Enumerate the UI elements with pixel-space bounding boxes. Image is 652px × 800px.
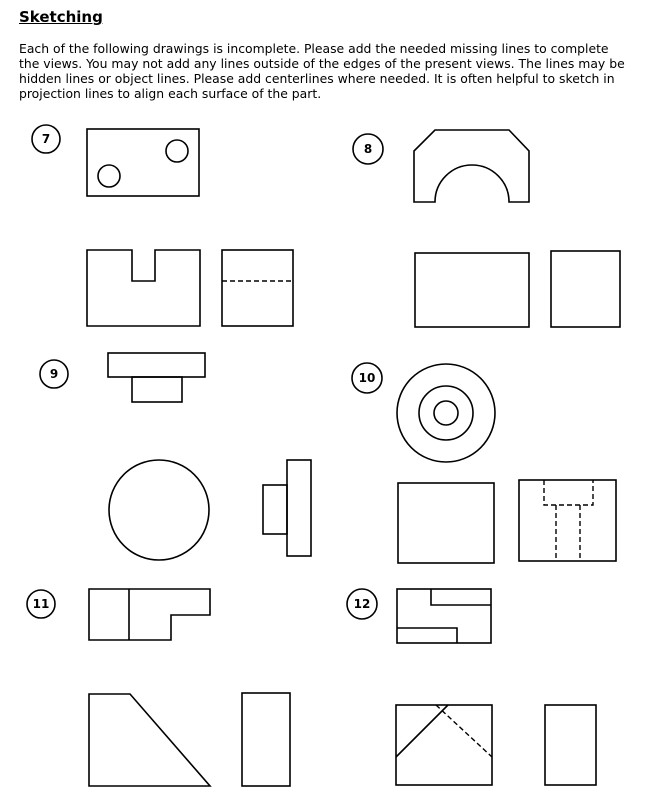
- side-view: [242, 693, 290, 786]
- side-view: [551, 251, 620, 327]
- top-view: [87, 129, 199, 196]
- problem-number: 10: [358, 371, 376, 385]
- side-view: [545, 705, 596, 785]
- instructions-text: Each of the following drawings is incomplete. Please add the needed missing lines to complete the views. You may not add any lines outside of the edges of the present views. The lines may be hidden lines or object lines. Please add centerlines where needed. It is often helpful to sketch in projection lines to align each surface of the part.: [19, 41, 625, 101]
- top-view: [89, 589, 210, 640]
- problem-number: 7: [41, 132, 51, 146]
- top-view: [108, 353, 205, 402]
- side-view: [519, 480, 616, 561]
- page-title: Sketching: [19, 8, 103, 26]
- front-view: [109, 460, 209, 560]
- problem-11: [27, 589, 290, 786]
- problem-number: 11: [32, 597, 50, 611]
- front-view: [398, 483, 494, 563]
- front-view: [89, 694, 210, 786]
- problem-12: [347, 589, 596, 785]
- problem-8: [353, 130, 620, 327]
- problem-number: 12: [353, 597, 371, 611]
- problem-number: 9: [49, 367, 59, 381]
- top-view: [397, 589, 491, 643]
- problem-7: [32, 125, 293, 326]
- side-view: [263, 460, 311, 556]
- top-view: [414, 130, 529, 202]
- problem-10: [352, 363, 616, 563]
- side-view: [222, 250, 293, 326]
- problem-9: [40, 353, 311, 560]
- problem-number: 8: [363, 142, 373, 156]
- front-view: [415, 253, 529, 327]
- front-view: [396, 705, 492, 785]
- front-view: [87, 250, 200, 326]
- top-view: [397, 364, 495, 462]
